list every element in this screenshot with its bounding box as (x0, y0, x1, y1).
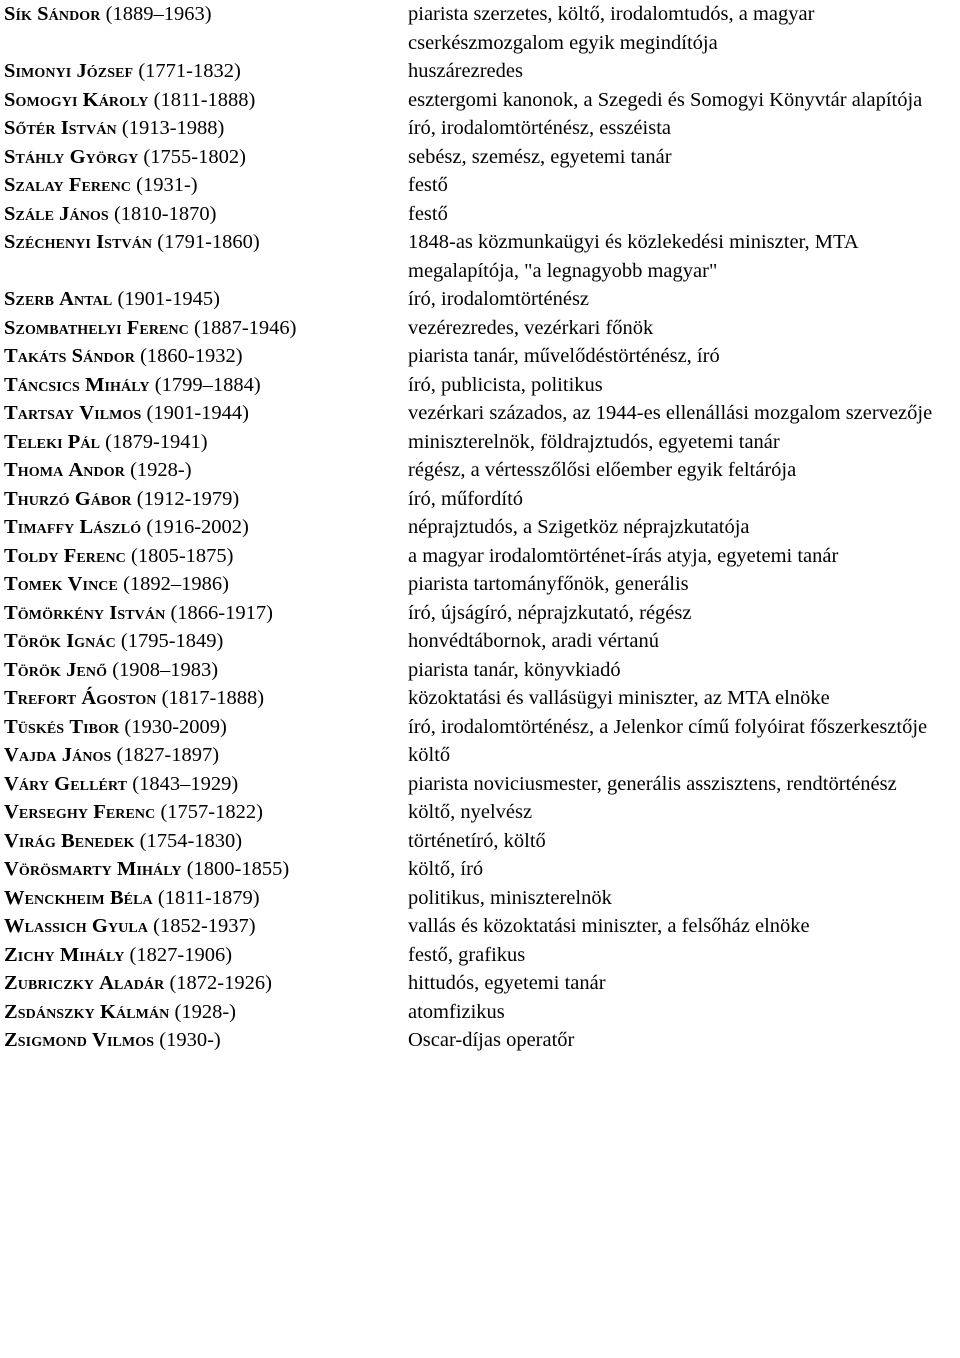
list-item (4, 228, 960, 285)
life-years: (1811-1879) (157, 886, 260, 909)
person-description: költő, író (408, 858, 484, 880)
list-item (4, 171, 960, 200)
life-years: (1811-1888) (153, 88, 256, 111)
person-name (4, 342, 408, 371)
person-description: történetíró, költő (408, 829, 546, 852)
life-years: (1754-1830) (139, 829, 243, 852)
given-name: Sándor (71, 345, 135, 367)
person-name (4, 399, 408, 428)
person-description: régész, a vértesszőlősi előember egyik feltárója (408, 459, 797, 481)
surname: Tomek (4, 573, 63, 595)
life-years: (1827-1897) (116, 744, 220, 766)
list-item (4, 855, 960, 884)
list-item (4, 884, 960, 913)
surname: Szalay (4, 174, 64, 196)
life-years: (1901-1945) (117, 288, 220, 310)
list-item (4, 399, 960, 428)
person-name (4, 599, 408, 628)
surname: Takáts (4, 345, 67, 367)
person-description: költő (408, 744, 451, 766)
given-name: Pál (67, 430, 101, 453)
life-years: (1810-1870) (113, 202, 217, 225)
person-description: honvédtábornok, aradi vértanú (408, 630, 660, 652)
given-name: Mihály (85, 373, 150, 396)
person-name (4, 741, 408, 770)
given-name: Andor (68, 459, 125, 481)
surname: Virág (4, 829, 56, 852)
person-description: huszárezredes (408, 60, 523, 82)
person-description: író, irodalomtörténész, a Jelenkor című folyóirat főszerkesztője (408, 715, 928, 738)
life-years: (1795-1849) (120, 630, 224, 652)
surname: Toldy (4, 544, 59, 567)
given-name: József (76, 60, 134, 82)
list-item (4, 684, 960, 713)
given-name: Benedek (61, 829, 135, 852)
given-name: Ferenc (126, 316, 189, 339)
surname: Táncsics (4, 373, 80, 396)
list-item (4, 570, 960, 599)
life-years: (1827-1906) (129, 943, 233, 966)
surname: Verseghy (4, 801, 89, 823)
person-description: író, irodalomtörténész (408, 288, 590, 310)
surname: Szále (4, 202, 55, 225)
given-name: Károly (82, 88, 149, 111)
list-item (4, 285, 960, 314)
life-years: (1800-1855) (186, 858, 290, 880)
life-years: (1872-1926) (169, 972, 272, 994)
person-name (4, 171, 408, 200)
person-description: vezérkari százados, az 1944-es ellenállási mozgalom szervezője (408, 402, 933, 424)
life-years: (1928-) (174, 1000, 236, 1023)
person-name (4, 884, 408, 913)
list-item (4, 827, 960, 856)
person-description: politikus, miniszterelnök (408, 886, 612, 909)
surname: Vörösmarty (4, 858, 112, 880)
person-name (4, 314, 408, 343)
list-item (4, 428, 960, 457)
life-years: (1928-) (130, 459, 192, 481)
given-name: Ignác (66, 630, 116, 652)
person-description: festő (408, 202, 448, 225)
list-item (4, 200, 960, 229)
life-years: (1791-1860) (157, 231, 260, 253)
given-name: Gábor (74, 487, 132, 510)
person-name (4, 627, 408, 656)
person-description: festő (408, 174, 448, 196)
person-name (4, 143, 408, 172)
list-item (4, 599, 960, 628)
given-name: Gyula (91, 915, 149, 937)
surname: Zichy (4, 943, 55, 966)
list-item (4, 1026, 960, 1055)
given-name: Tibor (69, 715, 120, 738)
person-description: költő, nyelvész (408, 801, 533, 823)
life-years: (1771-1832) (138, 60, 241, 82)
surname: Wlassich (4, 915, 87, 937)
person-name (4, 57, 408, 86)
person-description: hittudós, egyetemi tanár (408, 972, 606, 994)
person-description: sebész, szemész, egyetemi tanár (408, 145, 672, 168)
surname: Wenckheim (4, 886, 105, 909)
list-item (4, 969, 960, 998)
person-name (4, 228, 408, 257)
list-item (4, 513, 960, 542)
surname: Tüskés (4, 715, 65, 738)
person-name (4, 969, 408, 998)
person-description: piarista noviciusmester, generális asszisztens, rendtörténész (408, 772, 897, 795)
given-name: Ferenc (63, 544, 126, 567)
given-name: Vilmos (79, 402, 142, 424)
person-name (4, 941, 408, 970)
person-name (4, 912, 408, 941)
surname: Somogyi (4, 88, 78, 111)
surname: Török (4, 630, 61, 652)
life-years: (1892–1986) (123, 573, 229, 595)
life-years: (1887-1946) (194, 316, 297, 339)
surname: Sőtér (4, 117, 56, 139)
surname: Zsigmond (4, 1029, 87, 1051)
life-years: (1805-1875) (131, 544, 234, 567)
surname: Tartsay (4, 402, 75, 424)
person-description: közoktatási és vallásügyi miniszter, az MTA elnöke (408, 687, 830, 709)
person-description: atomfizikus (408, 1000, 505, 1023)
life-years: (1930-) (159, 1029, 221, 1051)
surname: Szerb (4, 288, 55, 310)
list-item (4, 314, 960, 343)
list-item (4, 86, 960, 115)
person-name (4, 798, 408, 827)
life-years: (1931-) (136, 174, 198, 196)
person-description: vallás és közoktatási miniszter, a felsőház elnöke (408, 915, 810, 937)
given-name: Antal (59, 288, 113, 310)
surname: Zsdánszky (4, 1000, 95, 1023)
surname: Tömörkény (4, 601, 105, 624)
person-description: esztergomi kanonok, a Szegedi és Somogyi Könyvtár alapítója (408, 88, 923, 111)
given-name: Mihály (117, 858, 182, 880)
surname: Simonyi (4, 60, 72, 82)
person-name (4, 114, 408, 143)
person-name (4, 656, 408, 685)
list-item (4, 713, 960, 742)
given-name: László (79, 516, 142, 538)
person-description: író, publicista, politikus (408, 373, 603, 396)
given-name: Ferenc (93, 801, 156, 823)
surname: Zubriczky (4, 972, 95, 994)
person-description: 1848-as közmunkaügyi és közlekedési miniszter, MTA megalapítója, "a legnagyobb magyar" (408, 231, 858, 282)
person-description: író, irodalomtörténész, esszéista (408, 117, 671, 139)
person-description: piarista tartományfőnök, generális (408, 573, 689, 595)
list-item (4, 941, 960, 970)
given-name: Ágoston (81, 687, 157, 709)
list-item (4, 998, 960, 1027)
list-item (4, 114, 960, 143)
list-item (4, 912, 960, 941)
person-name (4, 770, 408, 799)
life-years: (1757-1822) (160, 801, 263, 823)
life-years: (1755-1802) (143, 145, 246, 168)
person-name (4, 86, 408, 115)
surname: Stáhly (4, 145, 65, 168)
person-name (4, 428, 408, 457)
person-description: író, műfordító (408, 487, 524, 510)
person-name (4, 855, 408, 884)
list-item (4, 485, 960, 514)
person-description: Oscar-díjas operatőr (408, 1029, 575, 1051)
list-item (4, 627, 960, 656)
life-years: (1799–1884) (154, 373, 261, 396)
person-name (4, 998, 408, 1027)
life-years: (1879-1941) (105, 430, 208, 453)
list-item (4, 798, 960, 827)
given-name: Béla (109, 886, 153, 909)
list-item (4, 342, 960, 371)
life-years: (1889–1963) (105, 3, 212, 25)
person-name (4, 285, 408, 314)
life-years: (1916-2002) (146, 516, 249, 538)
list-item (4, 656, 960, 685)
list-item (4, 0, 960, 57)
life-years: (1860-1932) (140, 345, 243, 367)
person-name (4, 0, 408, 29)
person-description: néprajztudós, a Szigetköz néprajzkutatója (408, 516, 750, 538)
person-description: festő, grafikus (408, 943, 526, 966)
list-item (4, 770, 960, 799)
person-name (4, 485, 408, 514)
list-item (4, 456, 960, 485)
surname: Vajda (4, 744, 57, 766)
person-name (4, 200, 408, 229)
given-name: János (59, 202, 109, 225)
person-name (4, 542, 408, 571)
surname: Török (4, 658, 61, 681)
surname: Váry (4, 772, 50, 795)
given-name: Gellért (54, 772, 128, 795)
surname: Teleki (4, 430, 63, 453)
given-name: István (60, 117, 117, 139)
surname: Szombathelyi (4, 316, 122, 339)
person-name (4, 713, 408, 742)
life-years: (1912-1979) (136, 487, 240, 510)
life-years: (1930-2009) (124, 715, 227, 738)
life-years: (1913-1988) (121, 117, 225, 139)
life-years: (1908–1983) (112, 658, 219, 681)
person-name (4, 570, 408, 599)
surname: Timaffy (4, 516, 75, 538)
person-description: miniszterelnök, földrajztudós, egyetemi tanár (408, 430, 780, 453)
given-name: Ferenc (68, 174, 131, 196)
given-name: István (96, 231, 153, 253)
person-name (4, 371, 408, 400)
list-item (4, 741, 960, 770)
person-name (4, 513, 408, 542)
life-years: (1843–1929) (132, 772, 239, 795)
surname: Széchenyi (4, 231, 91, 253)
given-name: Sándor (37, 3, 101, 25)
given-name: Jenő (66, 658, 108, 681)
given-name: Kálmán (99, 1000, 170, 1023)
person-name (4, 827, 408, 856)
life-years: (1852-1937) (153, 915, 256, 937)
list-item (4, 57, 960, 86)
life-years: (1817-1888) (161, 687, 265, 709)
person-description: író, újságíró, néprajzkutató, régész (408, 601, 692, 624)
given-name: Aladár (99, 972, 165, 994)
surname: Thoma (4, 459, 64, 481)
person-description: vezérezredes, vezérkari főnök (408, 316, 654, 339)
list-item (4, 542, 960, 571)
surname: Sík (4, 3, 33, 25)
life-years: (1866-1917) (170, 601, 273, 624)
given-name: János (61, 744, 112, 766)
given-name: Vilmos (92, 1029, 155, 1051)
person-description: a magyar irodalomtörténet-írás atyja, egyetemi tanár (408, 544, 839, 567)
person-name (4, 684, 408, 713)
life-years: (1901-1944) (146, 402, 249, 424)
list-item (4, 371, 960, 400)
surname: Trefort (4, 687, 77, 709)
person-description: piarista tanár, könyvkiadó (408, 658, 621, 681)
given-name: Mihály (59, 943, 125, 966)
given-name: Vince (67, 573, 118, 595)
name-list (4, 0, 960, 1055)
surname: Thurzó (4, 487, 70, 510)
person-name (4, 1026, 408, 1055)
person-description: piarista tanár, művelődéstörténész, író (408, 345, 720, 367)
given-name: István (109, 601, 166, 624)
list-item (4, 143, 960, 172)
person-name (4, 456, 408, 485)
person-description: piarista szerzetes, költő, irodalomtudós, a magyar cserkészmozgalom egyik megindítója (408, 3, 815, 54)
given-name: György (69, 145, 139, 168)
